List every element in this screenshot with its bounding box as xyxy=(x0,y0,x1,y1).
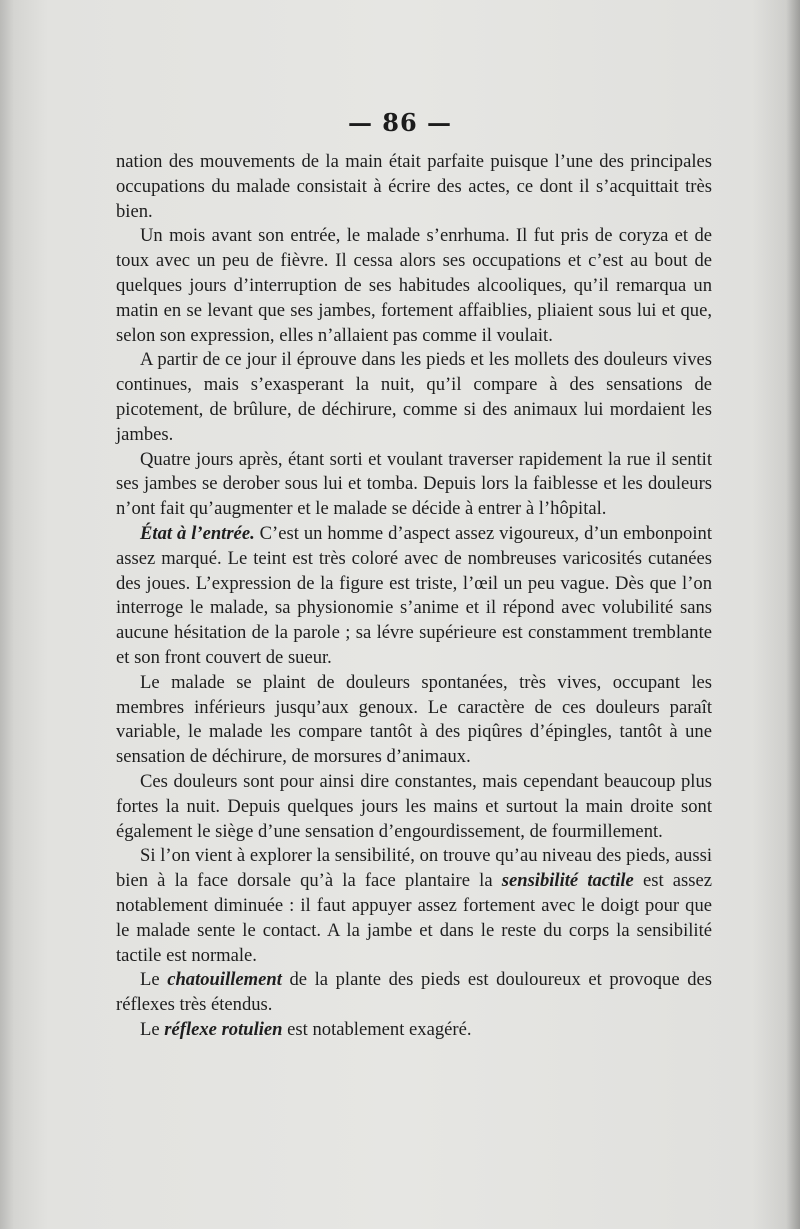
paragraph-text: Le xyxy=(140,969,168,991)
italic-term: sensibilité tactile xyxy=(501,870,634,892)
italic-term: réflexe rotulien xyxy=(164,1018,283,1040)
paragraph xyxy=(116,522,712,671)
paragraph xyxy=(116,968,712,1018)
body-text xyxy=(116,150,712,1043)
italic-term: chatouillement xyxy=(167,969,282,991)
page-left-edge-shadow xyxy=(0,0,14,1229)
paragraph: nation des mouvements de la main était parfaite puisque l’une des principales occupations du malade consistait à écrire des actes, ce dont il s’acquittait très bien. xyxy=(116,151,712,222)
section-heading-italic: État à l’entrée. xyxy=(140,522,255,544)
paragraph xyxy=(116,1018,712,1043)
page-right-edge-shadow xyxy=(786,0,800,1229)
paragraph: Le malade se plaint de douleurs spontanées, très vives, occupant les membres inférieurs jusqu’aux genoux. Le caractère de ces douleurs paraît variable, le malade les compare tantôt à des piqûres d’épingles, tantôt à une sensation de déchirure, de morsures d’animaux. xyxy=(116,671,712,768)
paragraph-text: Si l’on vient à explorer la sensibilité, on trouve qu’au niveau des pieds, aussi bien à la face dorsale qu’à la face plantaire la xyxy=(116,845,712,892)
paragraph-text: C’est un homme d’aspect assez vigoureux, d’un embonpoint assez marqué. Le teint est très coloré avec de nombreuses varicosités cutanées des joues. L’expression de la figure est triste, l’œil un peu vague. Dès que l’on interroge le malade, sa physionomie s’anime et il répond avec volubilité sans aucune hésitation de la parole ; sa lévre supérieure est constamment tremblante et son front couvert de sueur. xyxy=(116,522,712,668)
paragraph: Quatre jours après, étant sorti et voulant traverser rapidement la rue il sentit ses jambes se derober sous lui et tomba. Depuis lors la faiblesse et les douleurs n’ont fait qu’augmenter et le malade se décide à entrer à l’hôpital. xyxy=(116,448,712,520)
paragraph-text: de la plante des pieds est douloureux et provoque des réflexes très étendus. xyxy=(116,969,712,1016)
paragraph-text: est notablement exagéré. xyxy=(282,1018,472,1040)
paragraph: Ces douleurs sont pour ainsi dire constantes, mais cependant beaucoup plus fortes la nuit. Depuis quelques jours les mains et surtout la main droite sont également le siège d’une sensation d’engourdissement, de fourmillement. xyxy=(116,770,712,842)
paragraph: A partir de ce jour il éprouve dans les pieds et les mollets des douleurs vives continues, mais s’exasperant la nuit, qu’il compare à des sensations de picotement, de brûlure, de déchirure, comme si des animaux lui mordaient les jambes. xyxy=(116,349,712,445)
paragraph-text: Le xyxy=(140,1018,165,1040)
paragraph: Un mois avant son entrée, le malade s’enrhuma. Il fut pris de coryza et de toux avec un peu de fièvre. Il cessa alors ses occupations et c’est au bout de quelques jours d’interruption de ses habitudes alcooliques, qu’il remarqua un matin en se levant que ses jambes, fortement affaiblies, pliaient sous lui et que, selon son expression, elles n’allaient pas comme il voulait. xyxy=(116,225,712,346)
paragraph xyxy=(116,844,712,968)
page-number: — 86 — xyxy=(347,108,453,137)
paragraph-text: est assez notablement diminuée : il faut appuyer assez fortement avec le doigt pour que le malade sente le contact. A la jambe et dans le reste du corps la sensibilité tactile est normale. xyxy=(116,870,713,966)
